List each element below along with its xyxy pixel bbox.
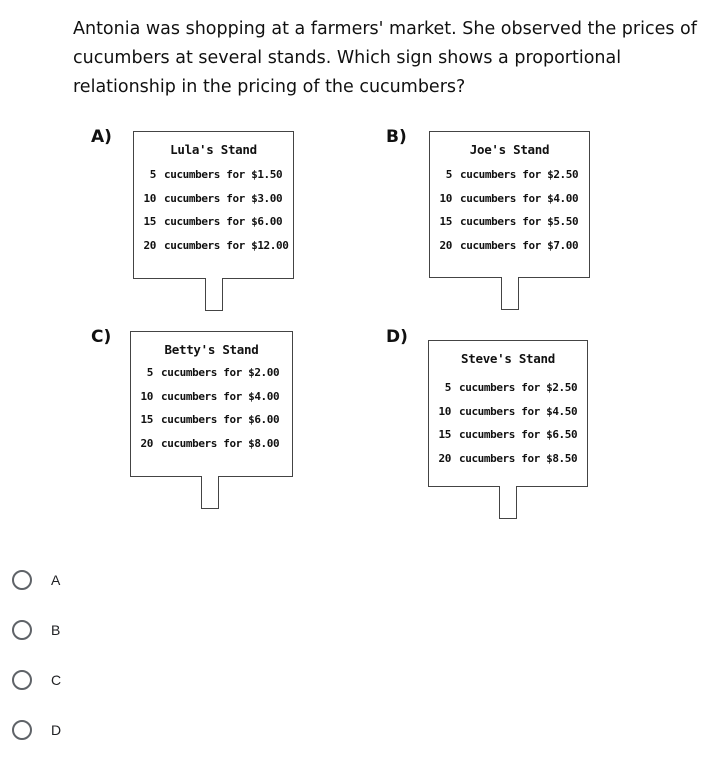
sign-row <box>134 187 293 211</box>
row-quantity: 15 <box>439 215 452 228</box>
question-text: Antonia was shopping at a farmers' market. She observed the prices of cucumbers at several stands. Which sign shows a proportional relationship in the pricing of the cucumbers? <box>73 19 697 97</box>
radio-button[interactable] <box>12 620 32 640</box>
sign-title: Joe's Stand <box>469 142 550 157</box>
row-text: cucumbers for $5.50 <box>460 215 579 228</box>
row-quantity: 15 <box>143 215 156 228</box>
option-a[interactable] <box>12 566 60 594</box>
sign-row <box>131 385 292 409</box>
row-quantity: 5 <box>444 381 451 394</box>
row-quantity: 10 <box>143 191 156 205</box>
sign-row <box>429 423 587 447</box>
sign-a-label: A) <box>91 127 112 147</box>
row-text: cucumbers for $7.00 <box>460 238 579 252</box>
row-quantity: 20 <box>438 451 451 465</box>
row-text: cucumbers for $2.50 <box>459 381 578 394</box>
row-text: cucumbers for $4.00 <box>460 191 579 205</box>
sign-bettys-stand <box>130 331 293 477</box>
option-label: C <box>51 672 62 688</box>
sign-steves-stand <box>428 340 588 487</box>
option-label: A <box>51 572 61 588</box>
radio-button[interactable] <box>12 670 32 690</box>
option-c[interactable] <box>12 666 61 694</box>
row-quantity: 10 <box>140 389 153 403</box>
sign-row <box>134 163 293 187</box>
row-quantity: 5 <box>149 168 156 181</box>
sign-row <box>430 187 589 211</box>
row-text: cucumbers for $2.00 <box>161 366 280 379</box>
row-quantity: 20 <box>439 238 452 252</box>
radio-button[interactable] <box>12 720 32 740</box>
sign-lulas-stand <box>133 131 294 279</box>
sign-row <box>131 408 292 432</box>
option-d[interactable] <box>12 716 61 744</box>
row-quantity: 5 <box>445 168 452 181</box>
sign-row <box>134 210 293 234</box>
sign-joes-stand <box>429 131 590 278</box>
sign-post <box>501 277 519 310</box>
sign-d-label: D) <box>386 327 408 347</box>
option-label: D <box>51 722 62 738</box>
row-text: cucumbers for $3.00 <box>164 191 283 205</box>
row-text: cucumbers for $2.50 <box>460 168 579 181</box>
row-quantity: 15 <box>140 413 153 426</box>
sign-row <box>131 361 292 385</box>
radio-button[interactable] <box>12 570 32 590</box>
row-quantity: 20 <box>143 238 156 252</box>
row-text: cucumbers for $4.00 <box>161 389 280 403</box>
row-text: cucumbers for $1.50 <box>164 168 283 181</box>
row-quantity: 10 <box>438 404 451 418</box>
row-quantity: 15 <box>438 428 451 441</box>
option-b[interactable] <box>12 616 60 644</box>
sign-post <box>499 486 517 519</box>
sign-title: Steve's Stand <box>461 351 555 366</box>
sign-row <box>131 432 292 456</box>
row-quantity: 5 <box>146 366 153 379</box>
sign-post <box>205 278 223 311</box>
row-text: cucumbers for $12.00 <box>164 238 289 252</box>
sign-title: Lula's Stand <box>170 142 257 157</box>
row-text: cucumbers for $8.50 <box>459 451 578 465</box>
sign-post <box>201 476 219 509</box>
row-quantity: 10 <box>439 191 452 205</box>
sign-row <box>429 400 587 424</box>
sign-row <box>429 376 587 400</box>
row-text: cucumbers for $4.50 <box>459 404 578 418</box>
row-text: cucumbers for $8.00 <box>161 436 280 450</box>
sign-c-label: C) <box>91 327 112 347</box>
row-text: cucumbers for $6.00 <box>164 215 283 228</box>
row-text: cucumbers for $6.00 <box>161 413 280 426</box>
sign-title: Betty's Stand <box>164 342 259 357</box>
sign-row <box>134 234 293 258</box>
row-text: cucumbers for $6.50 <box>459 428 578 441</box>
sign-row <box>430 163 589 187</box>
row-quantity: 20 <box>140 436 153 450</box>
sign-row <box>430 234 589 258</box>
sign-row <box>430 210 589 234</box>
sign-b-label: B) <box>386 127 407 147</box>
sign-row <box>429 447 587 471</box>
option-label: B <box>51 622 61 638</box>
